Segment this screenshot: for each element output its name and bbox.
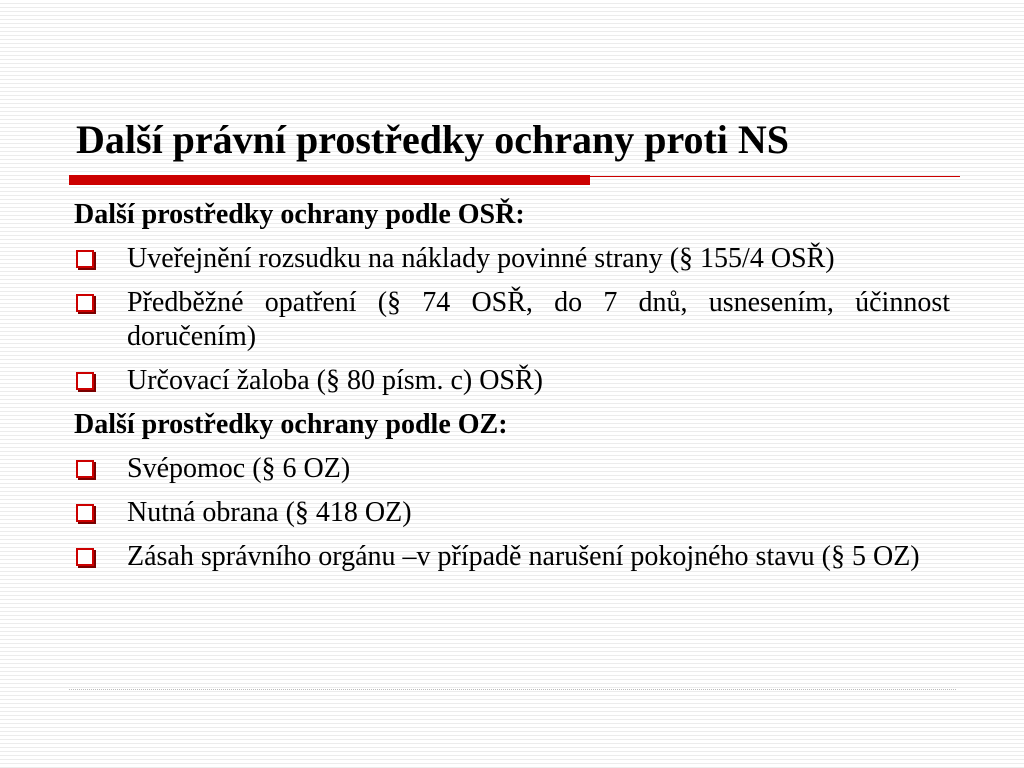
slide-content (74, 198, 950, 584)
square-bullet-icon (76, 294, 94, 312)
section-heading-oz: Další prostředky ochrany podle OZ: (74, 409, 508, 440)
list-item-svepomoc (74, 452, 950, 486)
footer-divider (69, 689, 956, 690)
list-item-text: Uveřejnění rozsudku na náklady povinné strany (§ 155/4 OSŘ) (127, 243, 835, 274)
list-item-text: Zásah správního orgánu –v případě narušení pokojného stavu (§ 5 OZ) (127, 541, 920, 572)
title-underline-thin (590, 176, 960, 177)
list-item-text: Nutná obrana (§ 418 OZ) (127, 497, 412, 528)
slide-title: Další právní prostředky ochrany proti NS (76, 117, 790, 162)
square-bullet-icon (76, 548, 94, 566)
square-bullet-icon (76, 504, 94, 522)
list-item-uverejneni (74, 242, 950, 276)
list-item-predbezne-opatreni (74, 286, 950, 354)
list-item-text: Předběžné opatření (§ 74 OSŘ, do 7 dnů, usnesením, účinnost doručením) (127, 287, 950, 352)
section-heading-osr: Další prostředky ochrany podle OSŘ: (74, 199, 525, 230)
square-bullet-icon (76, 250, 94, 268)
square-bullet-icon (76, 460, 94, 478)
list-item-zasah-spravniho-organu (74, 540, 950, 574)
list-item-text: Svépomoc (§ 6 OZ) (127, 453, 351, 484)
list-item-text: Určovací žaloba (§ 80 písm. c) OSŘ) (127, 365, 543, 396)
title-underline-thick (69, 175, 590, 185)
square-bullet-icon (76, 372, 94, 390)
list-item-urcovaci-zaloba (74, 364, 950, 398)
list-item-nutna-obrana (74, 496, 950, 530)
